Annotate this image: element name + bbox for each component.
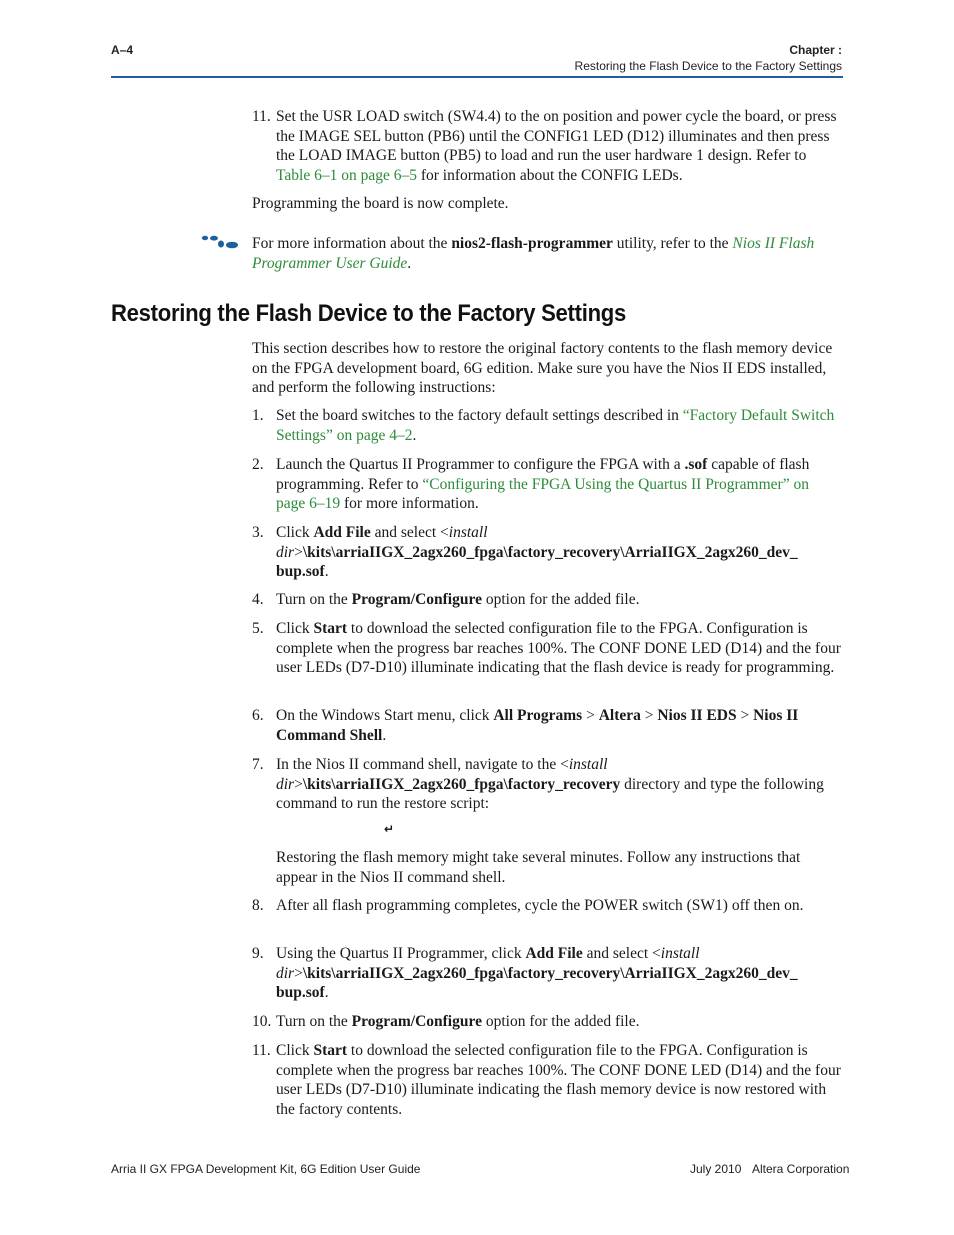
footer-company: Altera Corporation [752,1162,850,1176]
enter-key-icon: ↵ [384,822,395,836]
item-number: 9. [252,945,264,962]
item-text: Click Add File and select <install dir>\kits\arriaIIGX_2agx260_fpga\factory_recovery\ArriaIIGX_2agx260_dev_ bup.sof. [276,524,798,581]
list-item [252,1012,842,1032]
list-item [252,455,842,515]
list-item [252,523,842,583]
item-number: 11. [252,1042,271,1059]
list-item [252,706,842,746]
intro-paragraph: This section describes how to restore the original factory contents to the flash memory device on the FPGA development board, 6G edition. Make sure you have the Nios II EDS installed, and perform the following instructions: [252,340,833,397]
item-text: In the Nios II command shell, navigate to the <install dir>\kits\arriaIIGX_2agx260_fpga\factory_recovery directory and type the following command to run the restore script: [276,756,824,813]
item-text: After all flash programming completes, cycle the POWER switch (SW1) off then on. [276,897,804,914]
list-item [252,944,842,1004]
chapter-label: Chapter : [789,43,842,57]
item-number: 10. [252,1013,272,1030]
item-number: 1. [252,407,264,424]
page-number: A–4 [111,43,134,57]
item-number: 7. [252,756,264,773]
list-item [252,590,842,610]
item-text: Turn on the Program/Configure option for the added file. [276,591,640,608]
item-number: 11. [252,108,271,125]
note-text: For more information about the nios2-flash-programmer utility, refer to the Nios II Flash Programmer User Guide. [252,235,815,272]
list-item [252,619,842,699]
footer-document-title: Arria II GX FPGA Development Kit, 6G Edition User Guide [111,1162,421,1176]
list-item [252,896,842,936]
list-item [252,107,842,187]
step7-followup-text: Restoring the flash memory might take several minutes. Follow any instructions that appear in the Nios II command shell. [276,849,801,886]
table-link[interactable]: Table 6–1 on page 6–5 [276,166,417,184]
configuring-fpga-link[interactable]: “Configuring the FPGA Using the Quartus II Programmer” on page 6–19 [276,475,809,513]
item-text: Turn on the Program/Configure option for the added file. [276,1013,640,1030]
list-item [252,1041,842,1121]
list-item [252,755,842,815]
item-number: 6. [252,707,264,724]
item-number: 5. [252,620,264,637]
item-number: 3. [252,524,264,541]
item-text: Click Start to download the selected configuration file to the FPGA. Configuration is complete when the progress bar reaches 100%. The CONF DONE LED (D14) and the four user LEDs (D7-D10) illuminate indicating the flash memory device is now restored with the factory contents. [276,1042,841,1118]
item-text: Set the board switches to the factory default settings described in “Factory Default Switch Settings” on page 4–2. [276,407,835,444]
factory-switch-settings-link[interactable]: “Factory Default Switch Settings” on page 4–2 [276,407,835,444]
programming-complete-text: Programming the board is now complete. [252,195,509,212]
header-rule [111,76,843,78]
section-heading: Restoring the Flash Device to the Factory Settings [111,300,627,327]
item-text: Set the USR LOAD switch (SW4.4) to the on position and power cycle the board, or press the IMAGE SEL button (PB6) until the CONFIG1 LED (D12) illuminates and then press the LOAD IMAGE button (PB5) to load and run the user hardware 1 design. Refer to Table 6–1 on page 6–5 for information about the CONFIG LEDs. [276,108,837,184]
list-item [252,406,842,446]
item-text: Click Start to download the selected configuration file to the FPGA. Configuration is complete when the progress bar reaches 100%. The CONF DONE LED (D14) and the four user LEDs (D7-D10) illuminate indicating that the flash device is ready for programming. [276,620,841,677]
item-text: Using the Quartus II Programmer, click Add File and select <install dir>\kits\arriaIIGX_2agx260_fpga\factory_recovery\ArriaIIGX_2agx260_dev_ bup.sof. [276,945,798,1002]
item-number: 8. [252,897,264,914]
item-number: 4. [252,591,264,608]
flash-programmer-guide-link[interactable]: Nios II Flash Programmer User Guide [252,235,815,272]
item-number: 2. [252,456,264,473]
note-icon [200,235,240,249]
footer-date: July 2010 [690,1162,742,1176]
running-section-title: Restoring the Flash Device to the Factory Settings [574,59,842,73]
item-text: Launch the Quartus II Programmer to configure the FPGA with a .sof capable of flash programming. Refer to “Configuring the FPGA Using the Quartus II Programmer” on page 6–19 for more information. [276,456,810,513]
item-text: On the Windows Start menu, click All Programs > Altera > Nios II EDS > Nios II Command Shell. [276,707,799,744]
